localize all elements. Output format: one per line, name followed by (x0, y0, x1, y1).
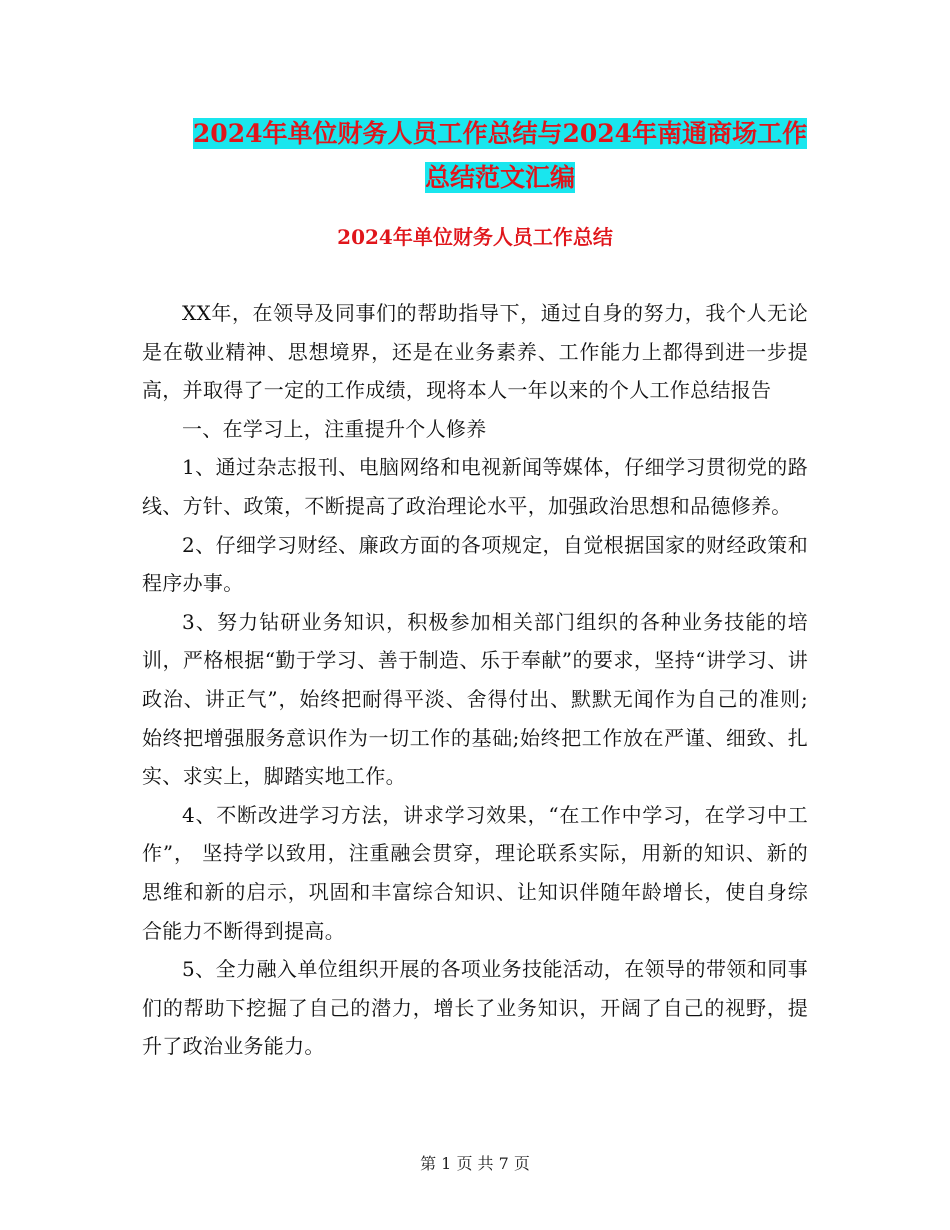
paragraph-intro: XX年，在领导及同事们的帮助指导下，通过自身的努力，我个人无论是在敬业精神、思想境界，还是在业务素养、工作能力上都得到进一步提高，并取得了一定的工作成绩，现将本人一年以来的个人工作总结报告 (142, 301, 808, 403)
page-number: 第 1 页 共 7 页 (420, 1154, 530, 1173)
page-footer (0, 1152, 950, 1176)
paragraph-item-1: 1、通过杂志报刊、电脑网络和电视新闻等媒体，仔细学习贯彻党的路线、方针、政策，不断提高了政治理论水平，加强政治思想和品德修养。 (142, 455, 808, 518)
document-title (120, 112, 880, 200)
paragraph-item-2: 2、仔细学习财经、廉政方面的各项规定，自觉根据国家的财经政策和程序办事。 (142, 532, 808, 596)
paragraph-heading-1: 一、在学习上，注重提升个人修养 (182, 416, 487, 441)
body-text (142, 294, 808, 1066)
paragraph-item-4: 4、不断改进学习方法，讲求学习效果，“在工作中学习，在学习中工作”， 坚持学以致用，注重融会贯穿，理论联系实际，用新的知识、新的思维和新的启示，巩固和丰富综合知识、让知识伴随年龄增长，使自身综合能力不断得到提高。 (142, 802, 808, 943)
document-title-line-2: 总结范文汇编 (424, 163, 575, 192)
paragraph-item-3: 3、努力钻研业务知识，积极参加相关部门组织的各种业务技能的培训，严格根据“勤于学习、善于制造、乐于奉献”的要求，坚持“讲学习、讲政治、讲正气”，始终把耐得平淡、舍得付出、默默无闻作为自己的准则;始终把增强服务意识作为一切工作的基础;始终把工作放在严谨、细致、扎实、求实上，脚踏实地工作。 (142, 609, 808, 789)
document-title-line-1: 2024年单位财务人员工作总结与2024年南通商场工作 (192, 119, 808, 148)
section-title: 2024年单位财务人员工作总结 (337, 225, 613, 249)
paragraph-item-5: 5、全力融入单位组织开展的各项业务技能活动，在领导的带领和同事们的帮助下挖掘了自己的潜力，增长了业务知识，开阔了自己的视野，提升了政治业务能力。 (142, 957, 808, 1059)
